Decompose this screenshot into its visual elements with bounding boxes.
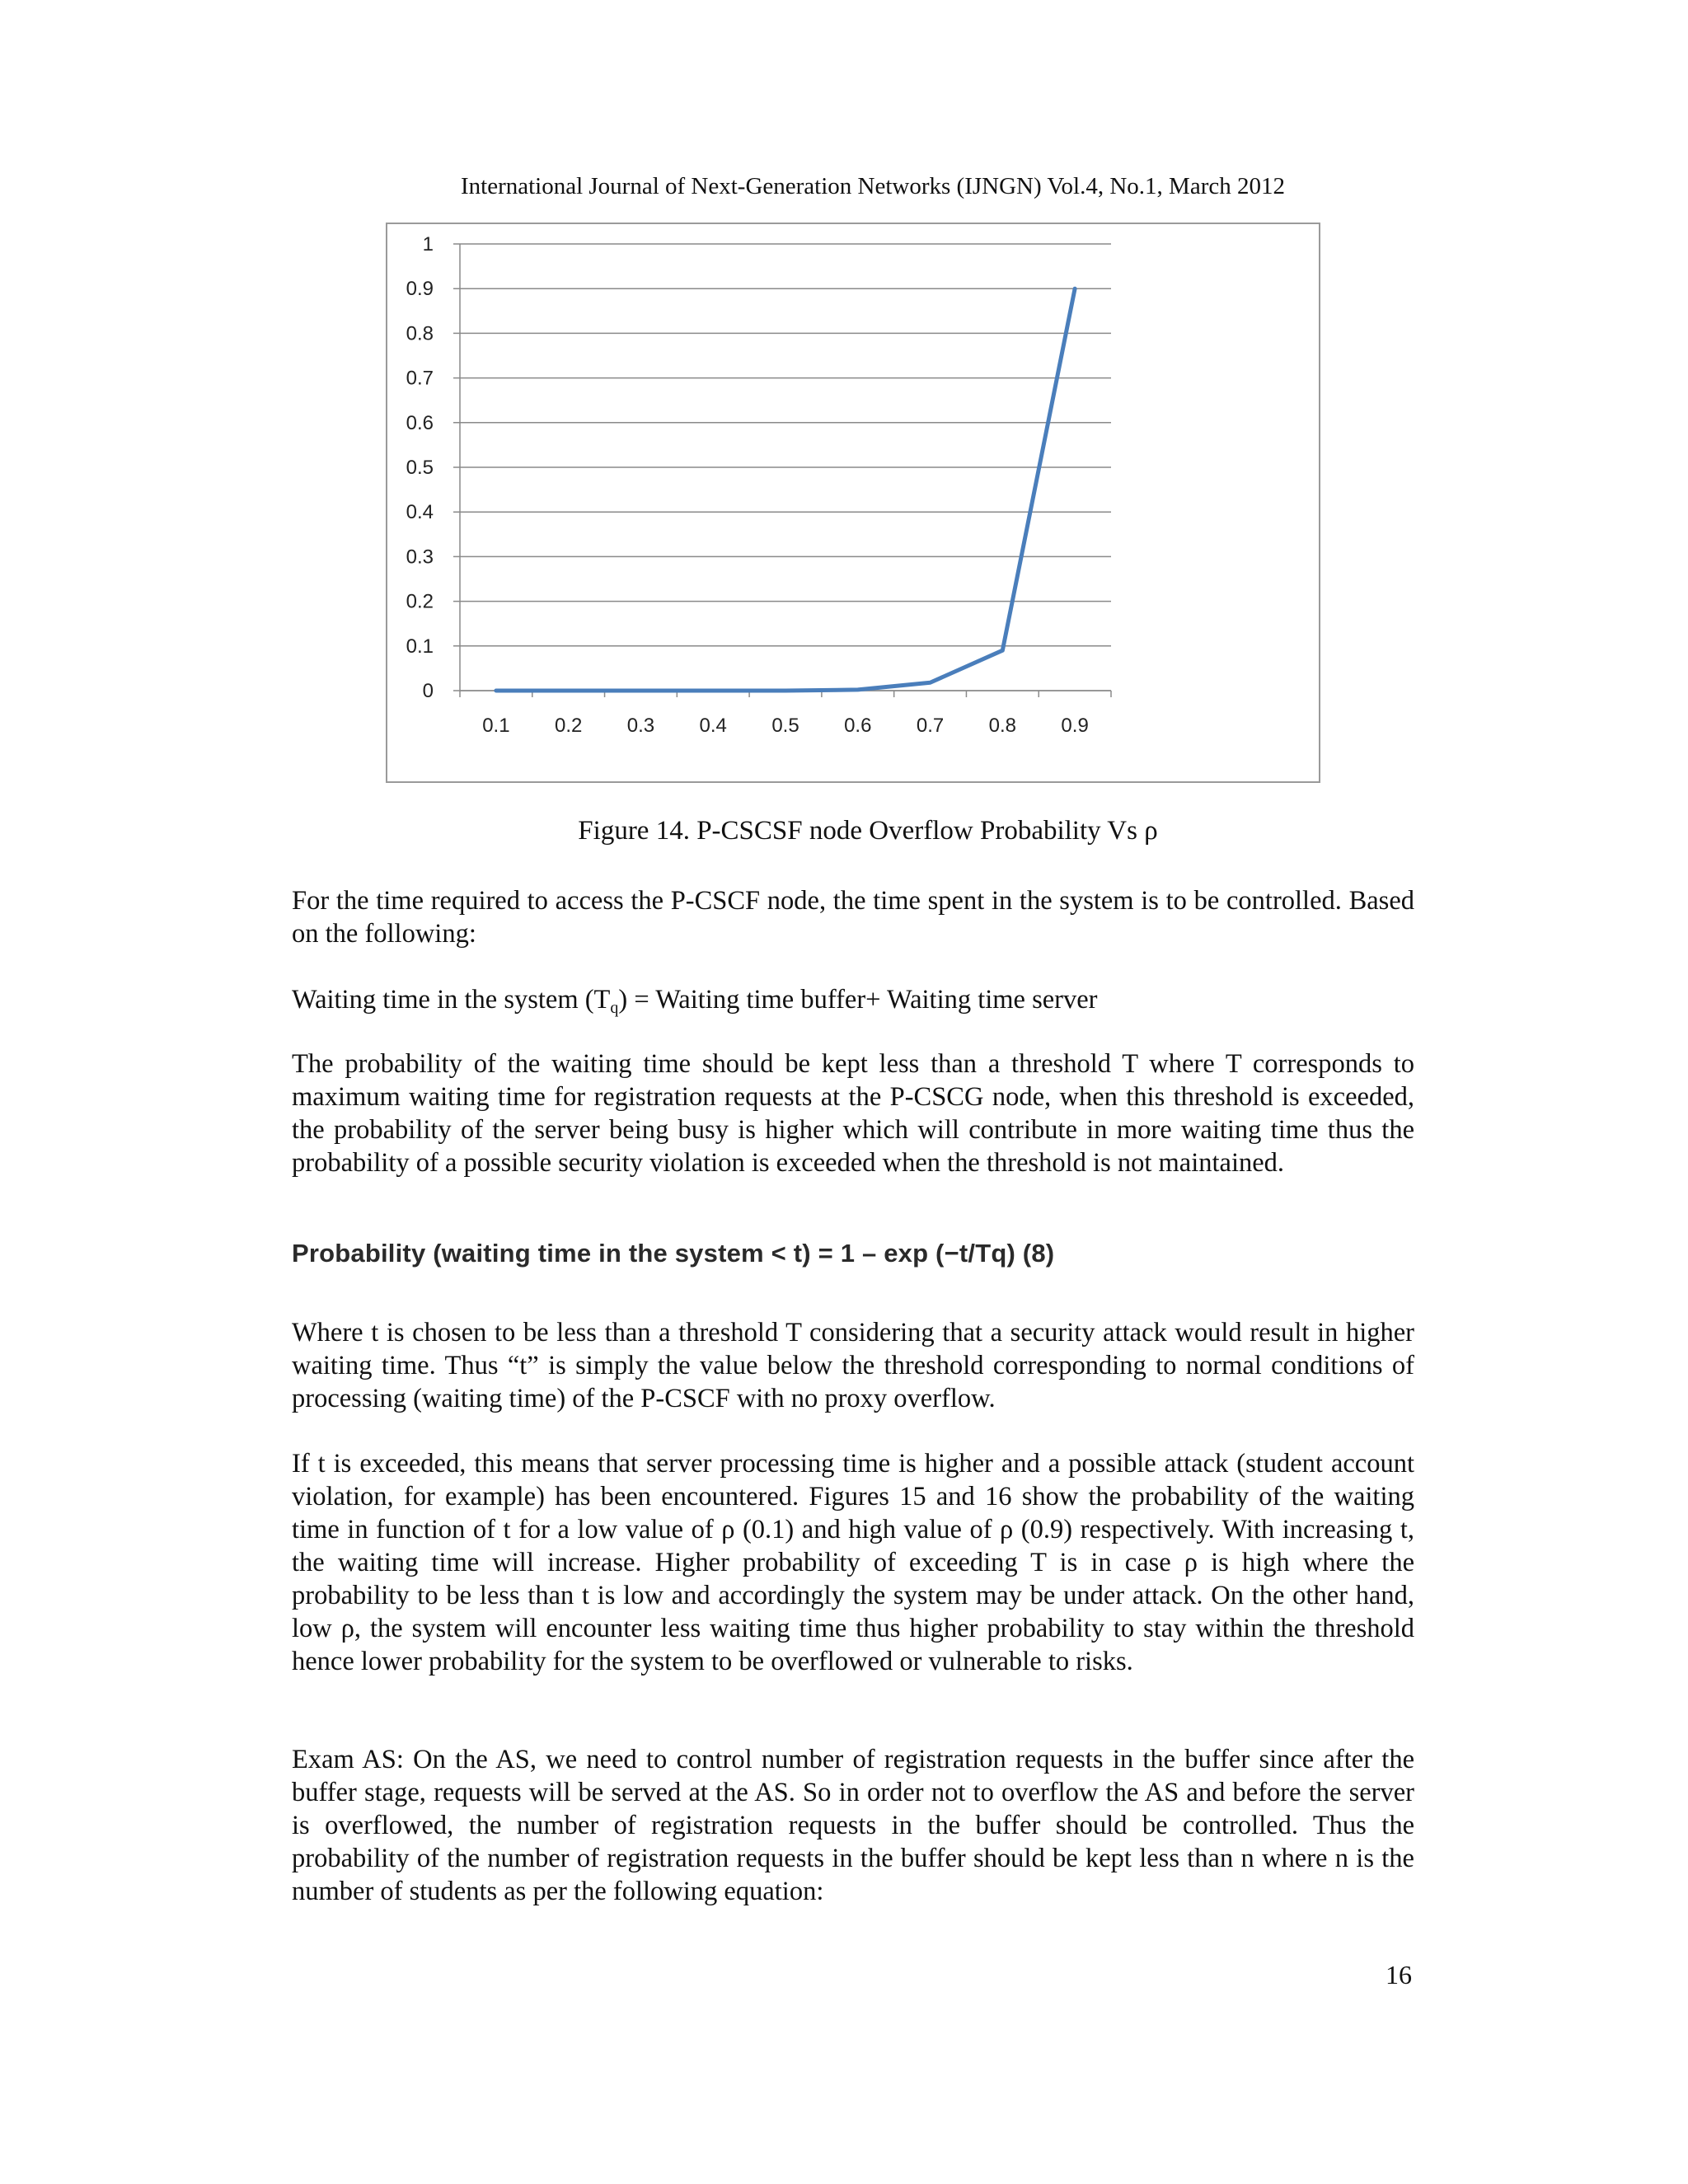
- paragraph-2: [292, 983, 1414, 1016]
- data-point: [1002, 650, 1003, 651]
- y-tick-label: 0.7: [406, 367, 434, 390]
- y-tick-label: 0.2: [406, 590, 434, 613]
- paragraph-1-text: For the time required to access the P-CSCF node, the time spent in the system is to be controlled. Based on the following:: [292, 886, 1414, 949]
- paragraph-3: [292, 1047, 1414, 1179]
- y-tick-label: 0.8: [406, 322, 434, 345]
- series-line-0: [496, 288, 1075, 691]
- x-tick-label: 0.4: [699, 715, 727, 737]
- p2-subscript: q: [610, 999, 619, 1017]
- p2-before: Waiting time in the system (T: [292, 985, 611, 1015]
- x-tick-label: 0.5: [771, 715, 799, 737]
- x-tick-label: 0.9: [1061, 715, 1089, 737]
- data-point: [857, 689, 858, 690]
- y-tick-label: 0.6: [406, 411, 434, 434]
- data-point: [1075, 288, 1076, 289]
- paragraph-6: [292, 1743, 1414, 1908]
- paragraph-1: [292, 884, 1414, 950]
- y-tick-label: 0.1: [406, 635, 434, 658]
- paragraph-6-text: Exam AS: On the AS, we need to control number of registration requests in the buffer since after the buffer stage, requests will be served at the AS. So in order not to overflow the AS and before the server is overflowed, the number of registration requests in the buffer should be controlled. Thus the probability of the number of registration requests in the buffer should be kept less than n where n is the number of students as per the following equation:: [292, 1745, 1414, 1906]
- y-tick-label: 0.4: [406, 501, 434, 524]
- paragraph-2-text: [292, 983, 1414, 1016]
- chart-svg: [387, 224, 1319, 781]
- paragraph-3-text: The probability of the waiting time should be kept less than a threshold T where T corresponds to maximum waiting time for registration requests at the P-CSCG node, when this threshold is exceeded, the probability of the server being busy is higher which will contribute in more waiting time thus the probability of a possible security violation is exceeded when the threshold is not maintained.: [292, 1049, 1414, 1178]
- y-tick-label: 0.9: [406, 278, 434, 301]
- x-tick-label: 0.6: [844, 715, 872, 737]
- y-tick-label: 1: [422, 233, 434, 255]
- y-tick-label: 0.5: [406, 457, 434, 479]
- page-number: 16: [1386, 1960, 1412, 1990]
- figure-caption: Figure 14. P-CSCSF node Overflow Probability Vs ρ: [578, 816, 1158, 846]
- paragraph-4: [292, 1316, 1414, 1415]
- y-tick-label: 0: [422, 680, 434, 702]
- paragraph-5: [292, 1447, 1414, 1678]
- x-tick-label: 0.2: [554, 715, 583, 737]
- equation-8: Probability (waiting time in the system < t) = 1 – exp (−t/Tq) (8): [292, 1239, 1055, 1268]
- x-tick-label: 0.8: [988, 715, 1017, 737]
- journal-header: International Journal of Next-Generation Networks (IJNGN) Vol.4, No.1, March 2012: [460, 173, 1285, 199]
- paragraph-4-text: Where t is chosen to be less than a threshold T considering that a security attack would result in higher waiting time. Thus “t” is simply the value below the threshold corresponding to normal conditions of processing (waiting time) of the P-CSCF with no proxy overflow.: [292, 1318, 1414, 1413]
- x-tick-label: 0.7: [916, 715, 945, 737]
- x-tick-label: 0.3: [626, 715, 655, 737]
- y-tick-label: 0.3: [406, 546, 434, 569]
- data-point: [930, 682, 931, 683]
- x-tick-label: 0.1: [482, 715, 510, 737]
- p2-after: ) = Waiting time buffer+ Waiting time server: [618, 985, 1098, 1015]
- paragraph-5-text: If t is exceeded, this means that server processing time is higher and a possible attack (student account violation, for example) has been encountered. Figures 15 and 16 show the probability of the waiting time in function of t for a low value of ρ (0.1) and high value of ρ (0.9) respectively. With increasing t, the waiting time will increase. Higher probability of exceeding T is in case ρ is high where the probability to be less than t is low and accordingly the system may be under attack. On the other hand, low ρ, the system will encounter less waiting time thus higher probability to stay within the threshold hence lower probability for the system to be overflowed or vulnerable to risks.: [292, 1449, 1414, 1676]
- overflow-probability-chart: [386, 223, 1320, 783]
